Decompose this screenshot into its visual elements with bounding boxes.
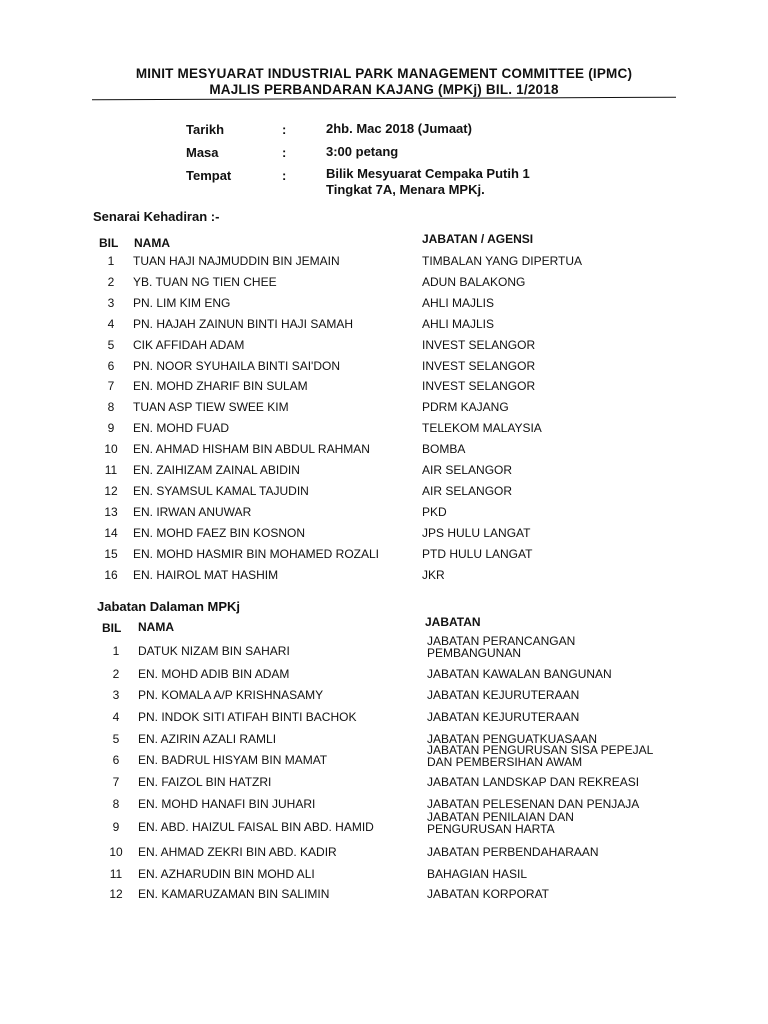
row-name: PN. INDOK SITI ATIFAH BINTI BACHOK <box>138 710 357 724</box>
time-label: Masa <box>186 145 219 160</box>
row-department: BOMBA <box>422 442 466 457</box>
row-name: EN. MOHD ZHARIF BIN SULAM <box>133 379 308 394</box>
row-department: PKD <box>422 504 447 519</box>
row-name: EN. MOHD HASMIR BIN MOHAMED ROZALI <box>133 546 380 561</box>
row-number: 10 <box>109 845 123 859</box>
table-row <box>0 275 768 295</box>
row-name: PN. HAJAH ZAINUN BINTI HAJI SAMAH <box>133 316 354 331</box>
document-title-line1: MINIT MESYUARAT INDUSTRIAL PARK MANAGEMENT COMMITTEE (IPMC) <box>135 66 633 81</box>
row-name: EN. AHMAD HISHAM BIN ABDUL RAHMAN <box>133 442 370 457</box>
row-department: JPS HULU LANGAT <box>422 525 531 540</box>
attendance-col-dept: JABATAN / AGENSI <box>422 232 534 246</box>
row-name: EN. ZAIHIZAM ZAINAL ABIDIN <box>133 463 300 477</box>
row-name: DATUK NIZAM BIN SAHARI <box>138 644 290 658</box>
row-number: 12 <box>104 483 118 498</box>
row-number: 5 <box>112 732 120 746</box>
table-row <box>0 254 768 274</box>
row-department: AIR SELANGOR <box>422 463 513 477</box>
table-row <box>0 710 768 730</box>
row-number: 11 <box>104 463 118 477</box>
row-name: EN. MOHD FUAD <box>133 421 229 436</box>
table-row <box>0 421 768 441</box>
title-underline <box>92 97 676 101</box>
row-department: PTD HULU LANGAT <box>422 546 533 561</box>
row-number: 7 <box>112 775 120 789</box>
row-department: AHLI MAJLIS <box>422 316 495 331</box>
row-number: 5 <box>107 337 115 352</box>
row-department: JABATAN PENGUATKUASAAN <box>427 732 598 746</box>
row-number: 6 <box>107 358 115 373</box>
place-colon: : <box>282 168 287 183</box>
row-number: 10 <box>104 442 118 457</box>
row-number: 3 <box>107 295 115 310</box>
place-value-line2: Tingkat 7A, Menara MPKj. <box>326 182 485 197</box>
place-value-line1: Bilik Mesyuarat Cempaka Putih 1 <box>326 166 530 181</box>
row-number: 1 <box>107 254 115 268</box>
date-value: 2hb. Mac 2018 (Jumaat) <box>326 121 472 136</box>
row-department: PDRM KAJANG <box>422 400 509 415</box>
row-name: EN. SYAMSUL KAMAL TAJUDIN <box>133 483 309 498</box>
row-number: 4 <box>107 316 115 331</box>
row-number: 9 <box>112 820 120 834</box>
row-department: AHLI MAJLIS <box>422 295 495 310</box>
row-name: EN. HAIROL MAT HASHIM <box>133 567 279 582</box>
row-name: EN. MOHD ADIB BIN ADAM <box>138 667 290 681</box>
attendance-title: Senarai Kehadiran :- <box>93 209 220 224</box>
attendance-col-bil: BIL <box>99 236 119 250</box>
row-department: BAHAGIAN HASIL <box>427 867 528 881</box>
internal-title: Jabatan Dalaman MPKj <box>97 599 241 614</box>
row-name: EN. AZIRIN AZALI RAMLI <box>138 732 277 746</box>
row-name: EN. KAMARUZAMAN BIN SALIMIN <box>138 887 330 901</box>
row-department: JABATAN KEJURUTERAAN <box>427 688 580 702</box>
row-name: EN. MOHD FAEZ BIN KOSNON <box>133 525 306 540</box>
row-department: JABATAN PENILAIAN DAN PENGURUSAN HARTA <box>427 810 574 836</box>
row-department: TELEKOM MALAYSIA <box>422 421 542 436</box>
table-row <box>0 359 768 379</box>
row-number: 8 <box>107 400 115 415</box>
table-row <box>0 845 768 865</box>
table-row <box>0 688 768 708</box>
row-department: JABATAN KEJURUTERAAN <box>427 710 580 724</box>
row-number: 8 <box>112 797 120 811</box>
row-department: JKR <box>422 567 445 582</box>
table-row <box>0 526 768 546</box>
row-name: EN. AZHARUDIN BIN MOHD ALI <box>138 867 315 881</box>
table-row <box>0 442 768 462</box>
row-name: PN. NOOR SYUHAILA BINTI SAI'DON <box>133 358 340 373</box>
table-row <box>0 547 768 567</box>
row-department: JABATAN PERANCANGAN PEMBANGUNAN <box>427 634 576 660</box>
row-number: 15 <box>104 546 118 561</box>
row-name: EN. BADRUL HISYAM BIN MAMAT <box>138 753 328 767</box>
table-row <box>0 775 768 795</box>
row-number: 12 <box>109 887 123 901</box>
table-row <box>0 887 768 907</box>
row-department: INVEST SELANGOR <box>422 358 536 373</box>
table-row <box>0 484 768 504</box>
row-name: EN. ABD. HAIZUL FAISAL BIN ABD. HAMID <box>138 820 374 834</box>
row-name: EN. FAIZOL BIN HATZRI <box>138 775 272 789</box>
row-name: TUAN HAJI NAJMUDDIN BIN JEMAIN <box>133 254 340 268</box>
row-department: JABATAN LANDSKAP DAN REKREASI <box>427 775 640 789</box>
internal-col-bil: BIL <box>102 621 122 635</box>
row-number: 2 <box>107 274 115 289</box>
row-number: 3 <box>112 688 120 702</box>
row-number: 4 <box>112 710 120 724</box>
table-row <box>0 810 768 840</box>
row-name: PN. KOMALA A/P KRISHNASAMY <box>138 688 324 702</box>
time-value: 3:00 petang <box>326 144 399 159</box>
row-department: JABATAN PERBENDAHARAAN <box>427 845 599 859</box>
row-department: INVEST SELANGOR <box>422 337 536 352</box>
internal-col-name: NAMA <box>138 620 174 634</box>
table-row <box>0 379 768 399</box>
document-title-line2: MAJLIS PERBANDARAN KAJANG (MPKj) BIL. 1/2018 <box>209 82 559 97</box>
row-department: JABATAN PENGURUSAN SISA PEPEJAL DAN PEMBERSIHAN AWAM <box>427 743 653 769</box>
row-department: AIR SELANGOR <box>422 483 513 498</box>
table-row <box>0 634 768 664</box>
row-name: EN. MOHD HANAFI BIN JUHARI <box>138 797 316 811</box>
table-row <box>0 568 768 588</box>
table-row <box>0 667 768 687</box>
row-number: 9 <box>107 421 115 436</box>
row-name: TUAN ASP TIEW SWEE KIM <box>133 400 289 415</box>
row-department: JABATAN KORPORAT <box>427 887 550 901</box>
row-number: 6 <box>112 753 120 767</box>
table-row <box>0 505 768 525</box>
table-row <box>0 743 768 773</box>
row-number: 13 <box>104 504 118 519</box>
row-number: 7 <box>107 379 115 394</box>
row-department: JABATAN KAWALAN BANGUNAN <box>427 667 612 681</box>
row-name: EN. AHMAD ZEKRI BIN ABD. KADIR <box>138 845 337 859</box>
row-name: EN. IRWAN ANUWAR <box>133 504 252 519</box>
row-name: CIK AFFIDAH ADAM <box>133 337 245 352</box>
row-number: 16 <box>104 567 118 582</box>
row-number: 11 <box>109 867 123 881</box>
date-label: Tarikh <box>186 122 225 137</box>
row-department: ADUN BALAKONG <box>422 274 526 289</box>
table-row <box>0 296 768 316</box>
row-number: 14 <box>104 525 118 540</box>
table-row <box>0 317 768 337</box>
row-department: INVEST SELANGOR <box>422 379 536 394</box>
table-row <box>0 338 768 358</box>
table-row <box>0 867 768 887</box>
date-colon: : <box>282 122 287 137</box>
attendance-col-name: NAMA <box>134 236 170 250</box>
table-row <box>0 400 768 420</box>
time-colon: : <box>282 145 287 160</box>
internal-col-dept: JABATAN <box>425 615 481 629</box>
table-row <box>0 463 768 483</box>
place-label: Tempat <box>186 168 232 183</box>
row-number: 1 <box>112 644 120 658</box>
row-department: JABATAN PELESENAN DAN PENJAJA <box>427 797 640 811</box>
row-department: TIMBALAN YANG DIPERTUA <box>422 254 583 268</box>
row-name: YB. TUAN NG TIEN CHEE <box>133 274 277 289</box>
row-name: PN. LIM KIM ENG <box>133 295 231 310</box>
row-number: 2 <box>112 667 120 681</box>
